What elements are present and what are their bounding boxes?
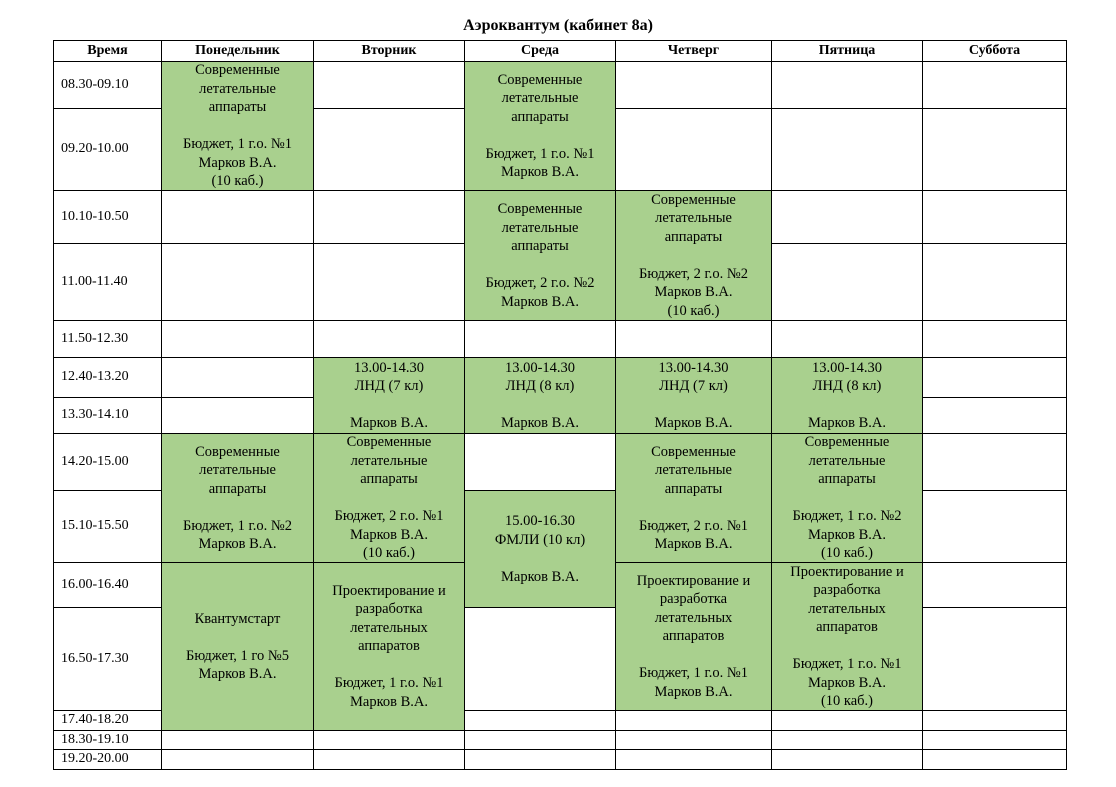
empty-cell bbox=[313, 243, 465, 321]
lesson-cell: 13.00-14.30 ЛНД (7 кл) Марков В.А. bbox=[313, 357, 465, 434]
time-slot: 13.30-14.10 bbox=[53, 397, 162, 434]
empty-cell bbox=[161, 749, 314, 770]
empty-cell bbox=[464, 320, 616, 358]
empty-cell bbox=[922, 562, 1067, 608]
empty-cell bbox=[313, 190, 465, 244]
empty-cell bbox=[313, 108, 465, 191]
empty-cell bbox=[771, 61, 923, 109]
lesson-cell: Современные летательные аппараты Бюджет, 2 г.о. №2 Марков В.А. bbox=[464, 190, 616, 321]
lesson-cell: Современные летательные аппараты Бюджет, 2 г.о. №1 Марков В.А. bbox=[615, 433, 772, 563]
empty-cell bbox=[771, 749, 923, 770]
lesson-cell: 15.00-16.30 ФМЛИ (10 кл) Марков В.А. bbox=[464, 490, 616, 608]
empty-cell bbox=[161, 357, 314, 398]
column-header: Понедельник bbox=[161, 40, 314, 62]
empty-cell bbox=[464, 730, 616, 750]
lesson-cell: Проектирование и разработка летательных аппаратов Бюджет, 1 г.о. №1 Марков В.А. bbox=[615, 562, 772, 711]
empty-cell bbox=[922, 490, 1067, 563]
empty-cell bbox=[771, 108, 923, 191]
empty-cell bbox=[922, 108, 1067, 191]
empty-cell bbox=[161, 397, 314, 434]
empty-cell bbox=[922, 190, 1067, 244]
empty-cell bbox=[771, 710, 923, 731]
lesson-cell: Современные летательные аппараты Бюджет, 1 г.о. №1 Марков В.А. (10 каб.) bbox=[161, 61, 314, 191]
lesson-cell: Квантумстарт Бюджет, 1 го №5 Марков В.А. bbox=[161, 562, 314, 731]
empty-cell bbox=[464, 710, 616, 731]
empty-cell bbox=[464, 433, 616, 491]
empty-cell bbox=[922, 710, 1067, 731]
lesson-cell: 13.00-14.30 ЛНД (8 кл) Марков В.А. bbox=[771, 357, 923, 434]
empty-cell bbox=[161, 243, 314, 321]
empty-cell bbox=[615, 320, 772, 358]
empty-cell bbox=[771, 243, 923, 321]
empty-cell bbox=[922, 397, 1067, 434]
empty-cell bbox=[922, 243, 1067, 321]
empty-cell bbox=[313, 749, 465, 770]
time-slot: 14.20-15.00 bbox=[53, 433, 162, 491]
column-header: Пятница bbox=[771, 40, 923, 62]
lesson-cell: Проектирование и разработка летательных аппаратов Бюджет, 1 г.о. №1 Марков В.А. bbox=[313, 562, 465, 731]
lesson-cell: Проектирование и разработка летательных аппаратов Бюджет, 1 г.о. №1 Марков В.А. (10 каб.) bbox=[771, 562, 923, 711]
empty-cell bbox=[615, 61, 772, 109]
empty-cell bbox=[615, 730, 772, 750]
empty-cell bbox=[771, 730, 923, 750]
column-header: Среда bbox=[464, 40, 616, 62]
column-header: Четверг bbox=[615, 40, 772, 62]
empty-cell bbox=[615, 710, 772, 731]
time-slot: 10.10-10.50 bbox=[53, 190, 162, 244]
empty-cell bbox=[464, 607, 616, 711]
time-slot: 17.40-18.20 bbox=[53, 710, 162, 731]
empty-cell bbox=[615, 749, 772, 770]
empty-cell bbox=[771, 190, 923, 244]
empty-cell bbox=[922, 357, 1067, 398]
column-header: Суббота bbox=[922, 40, 1067, 62]
lesson-cell: Современные летательные аппараты Бюджет, 1 г.о. №1 Марков В.А. bbox=[464, 61, 616, 191]
lesson-cell: Современные летательные аппараты Бюджет, 2 г.о. №1 Марков В.А. (10 каб.) bbox=[313, 433, 465, 563]
empty-cell bbox=[922, 320, 1067, 358]
time-slot: 16.50-17.30 bbox=[53, 607, 162, 711]
empty-cell bbox=[771, 320, 923, 358]
time-slot: 11.00-11.40 bbox=[53, 243, 162, 321]
empty-cell bbox=[922, 433, 1067, 491]
empty-cell bbox=[313, 730, 465, 750]
time-slot: 11.50-12.30 bbox=[53, 320, 162, 358]
lesson-cell: Современные летательные аппараты Бюджет, 1 г.о. №2 Марков В.А. bbox=[161, 433, 314, 563]
empty-cell bbox=[922, 607, 1067, 711]
empty-cell bbox=[922, 730, 1067, 750]
lesson-cell: 13.00-14.30 ЛНД (8 кл) Марков В.А. bbox=[464, 357, 616, 434]
empty-cell bbox=[615, 108, 772, 191]
time-slot: 08.30-09.10 bbox=[53, 61, 162, 109]
column-header: Вторник bbox=[313, 40, 465, 62]
time-slot: 09.20-10.00 bbox=[53, 108, 162, 191]
time-slot: 18.30-19.10 bbox=[53, 730, 162, 750]
empty-cell bbox=[161, 320, 314, 358]
empty-cell bbox=[922, 749, 1067, 770]
empty-cell bbox=[464, 749, 616, 770]
lesson-cell: Современные летательные аппараты Бюджет, 1 г.о. №2 Марков В.А. (10 каб.) bbox=[771, 433, 923, 563]
time-slot: 19.20-20.00 bbox=[53, 749, 162, 770]
empty-cell bbox=[161, 190, 314, 244]
lesson-cell: 13.00-14.30 ЛНД (7 кл) Марков В.А. bbox=[615, 357, 772, 434]
empty-cell bbox=[313, 61, 465, 109]
time-slot: 15.10-15.50 bbox=[53, 490, 162, 563]
empty-cell bbox=[313, 320, 465, 358]
time-slot: 12.40-13.20 bbox=[53, 357, 162, 398]
column-header: Время bbox=[53, 40, 162, 62]
empty-cell bbox=[922, 61, 1067, 109]
empty-cell bbox=[161, 730, 314, 750]
lesson-cell: Современные летательные аппараты Бюджет, 2 г.о. №2 Марков В.А. (10 каб.) bbox=[615, 190, 772, 321]
schedule-title: Аэроквантум (кабинет 8а) bbox=[463, 17, 653, 34]
time-slot: 16.00-16.40 bbox=[53, 562, 162, 608]
